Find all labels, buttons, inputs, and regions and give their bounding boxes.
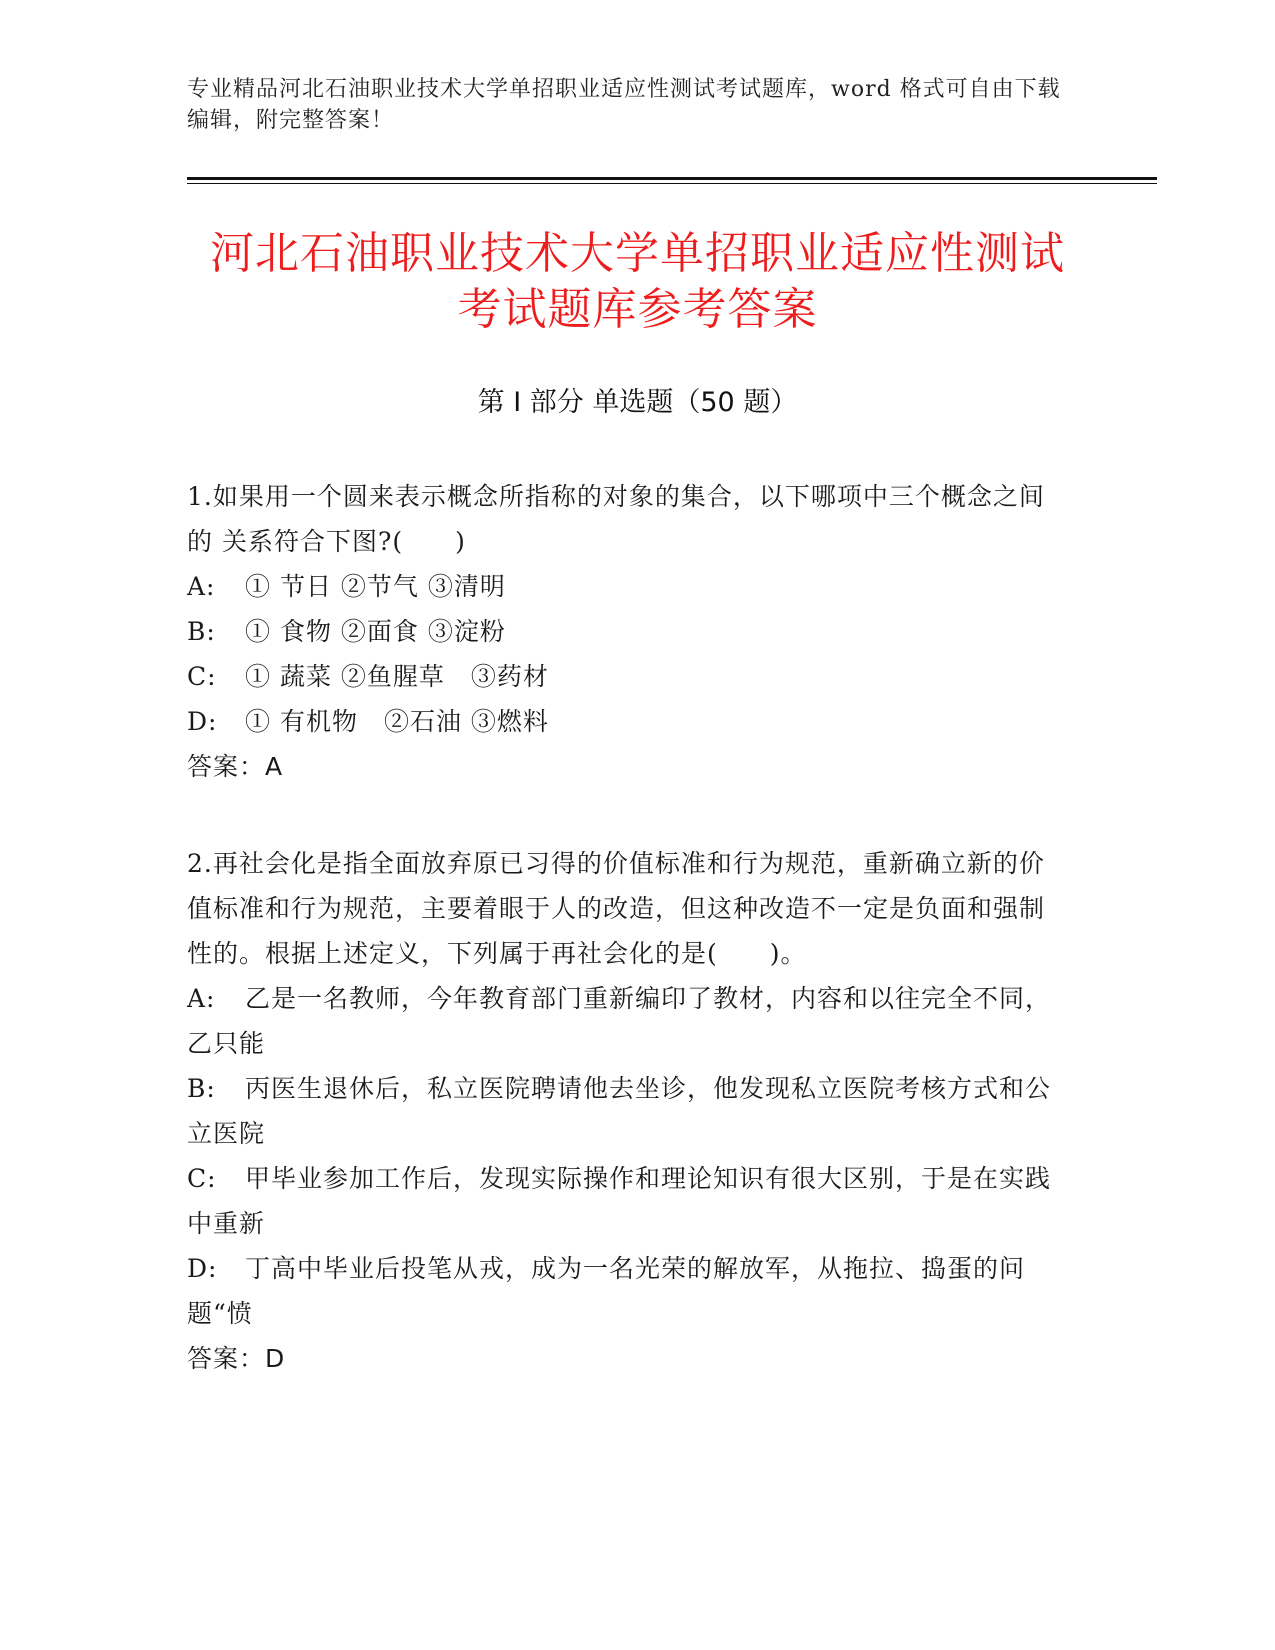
question-stem: 2.再社会化是指全面放弃原已习得的价值标准和行为规范，重新确立新的价值标准和行为规范，主要着眼于人的改造，但这种改造不一定是负面和强制性的。根据上述定义，下列属于再社会化的是( )。: [187, 849, 1046, 968]
answer: 答案：D: [187, 1344, 286, 1373]
title-line-1: 河北石油职业技术大学单招职业适应性测试: [210, 228, 1065, 279]
header-rule-thick: [187, 177, 1157, 180]
section-heading: 第 I 部分 单选题（50 题）: [477, 387, 798, 418]
question-2: [187, 841, 1067, 1381]
option-key: C:: [187, 1164, 217, 1193]
option-d: [187, 699, 1067, 744]
option-key: C:: [187, 662, 217, 691]
option-key: A:: [187, 984, 216, 1013]
option-d: [187, 1246, 1067, 1336]
document-title: [150, 226, 1125, 338]
question-stem: 1.如果用一个圆来表示概念所指称的对象的集合，以下哪项中三个概念之间的 关系符合下图?( ): [187, 482, 1045, 556]
option-text: 乙是一名教师，今年教育部门重新编印了教材，内容和以往完全不同，乙只能: [187, 984, 1052, 1058]
option-key: B:: [187, 1074, 216, 1103]
option-text: ① 蔬菜 ②鱼腥草 ③药材: [245, 662, 549, 691]
option-text: ① 节日 ②节气 ③清明: [245, 572, 506, 601]
option-key: A:: [187, 572, 216, 601]
option-text: ① 食物 ②面食 ③淀粉: [245, 617, 506, 646]
option-c: [187, 1156, 1067, 1246]
option-text: 丁高中毕业后投笔从戎，成为一名光荣的解放军，从拖拉、捣蛋的问题“愤: [187, 1254, 1026, 1328]
option-key: B:: [187, 617, 216, 646]
option-text: 丙医生退休后，私立医院聘请他去坐诊，他发现私立医院考核方式和公立医院: [187, 1074, 1052, 1148]
option-key: D:: [187, 707, 218, 736]
option-b: [187, 609, 1067, 654]
option-a: [187, 564, 1067, 609]
option-a: [187, 976, 1067, 1066]
option-text: ① 有机物 ②石油 ③燃料: [245, 707, 549, 736]
option-key: D:: [187, 1254, 218, 1283]
header-rule-thin: [187, 183, 1157, 184]
answer: 答案：A: [187, 752, 284, 781]
option-b: [187, 1066, 1067, 1156]
title-line-2: 考试题库参考答案: [457, 284, 818, 335]
option-text: 甲毕业参加工作后，发现实际操作和理论知识有很大区别，于是在实践中重新: [187, 1164, 1052, 1238]
header-note: 专业精品河北石油职业技术大学单招职业适应性测试考试题库，word 格式可自由下载编辑，附完整答案！: [187, 77, 1061, 133]
question-1: [187, 474, 1067, 789]
option-c: [187, 654, 1067, 699]
